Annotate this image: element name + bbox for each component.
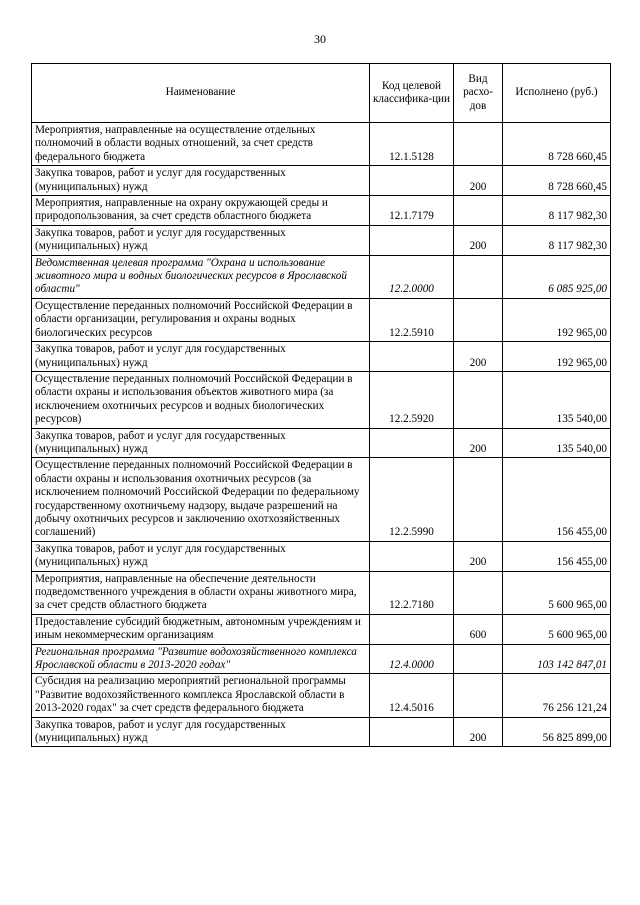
row-amount-cell: 8 728 660,45 (503, 166, 611, 196)
row-type-cell (454, 298, 503, 341)
row-code-cell: 12.4.5016 (370, 674, 454, 717)
row-amount-cell: 5 600 965,00 (503, 614, 611, 644)
table-row (32, 717, 611, 747)
row-code-cell: 12.1.7179 (370, 196, 454, 226)
row-code-cell: 12.2.5920 (370, 371, 454, 428)
table-row (32, 225, 611, 255)
row-name-cell: Осуществление переданных полномочий Российской Федерации в области охраны и использования объектов животного мира (за исключением охотничьих ресурсов и водных биологических ресурсов) (32, 371, 370, 428)
row-name-cell: Закупка товаров, работ и услуг для государственных (муниципальных) нужд (32, 166, 370, 196)
page-number: 30 (314, 32, 326, 46)
row-code-cell (370, 541, 454, 571)
row-code-cell: 12.2.5910 (370, 298, 454, 341)
row-name-cell: Региональная программа "Развитие водохозяйственного комплекса Ярославской области в 2013-2020 годах" (32, 644, 370, 674)
row-code-cell: 12.2.7180 (370, 571, 454, 614)
table-row (32, 428, 611, 458)
row-name-cell: Закупка товаров, работ и услуг для государственных (муниципальных) нужд (32, 717, 370, 747)
row-amount-cell: 156 455,00 (503, 458, 611, 541)
row-type-cell (454, 458, 503, 541)
row-name-cell: Предоставление субсидий бюджетным, автономным учреждениям и иным некоммерческим организациям (32, 614, 370, 644)
table-body (32, 123, 611, 747)
row-type-cell: 200 (454, 717, 503, 747)
row-type-cell (454, 371, 503, 428)
row-type-cell: 200 (454, 225, 503, 255)
row-code-cell: 12.2.5990 (370, 458, 454, 541)
row-name-cell: Мероприятия, направленные на охрану окружающей среды и природопользования, за счет средств областного бюджета (32, 196, 370, 226)
table-row (32, 196, 611, 226)
table-row (32, 166, 611, 196)
row-name-cell: Закупка товаров, работ и услуг для государственных (муниципальных) нужд (32, 342, 370, 372)
row-amount-cell: 192 965,00 (503, 342, 611, 372)
row-code-cell: 12.1.5128 (370, 123, 454, 166)
table-row (32, 674, 611, 717)
row-amount-cell: 192 965,00 (503, 298, 611, 341)
row-amount-cell: 8 117 982,30 (503, 196, 611, 226)
row-name-cell: Мероприятия, направленные на осуществление отдельных полномочий в области водных отношений, за счет средств федерального бюджета (32, 123, 370, 166)
header-amount: Исполнено (руб.) (503, 64, 611, 123)
row-name-cell: Осуществление переданных полномочий Российской Федерации в области организации, регулирования и охраны водных биологических ресурсов (32, 298, 370, 341)
header-type: Вид расхо-дов (454, 64, 503, 123)
row-type-cell: 200 (454, 428, 503, 458)
table-row (32, 644, 611, 674)
table-row (32, 571, 611, 614)
row-name-cell: Ведомственная целевая программа "Охрана и использование животного мира и водных биологических ресурсов в Ярославской области" (32, 255, 370, 298)
table-row (32, 458, 611, 541)
table-row (32, 255, 611, 298)
row-amount-cell: 56 825 899,00 (503, 717, 611, 747)
table-row (32, 614, 611, 644)
budget-table (31, 63, 611, 747)
row-type-cell: 200 (454, 541, 503, 571)
row-name-cell: Осуществление переданных полномочий Российской Федерации в области охраны и использования охотничьих ресурсов (за исключением полномочий Российской Федерации по федеральному государственному охотничьему надзору, выдаче разрешений на добычу охотничьих ресурсов и заключению охотхозяйственных соглашений) (32, 458, 370, 541)
row-type-cell (454, 674, 503, 717)
row-type-cell: 600 (454, 614, 503, 644)
row-amount-cell: 156 455,00 (503, 541, 611, 571)
row-amount-cell: 103 142 847,01 (503, 644, 611, 674)
table-row (32, 371, 611, 428)
row-code-cell (370, 428, 454, 458)
row-amount-cell: 5 600 965,00 (503, 571, 611, 614)
row-type-cell: 200 (454, 342, 503, 372)
row-amount-cell: 6 085 925,00 (503, 255, 611, 298)
row-type-cell (454, 571, 503, 614)
row-code-cell (370, 342, 454, 372)
row-amount-cell: 76 256 121,24 (503, 674, 611, 717)
row-name-cell: Мероприятия, направленные на обеспечение деятельности подведомственного учреждения в области охраны животного мира, за счет средств областного бюджета (32, 571, 370, 614)
row-amount-cell: 8 117 982,30 (503, 225, 611, 255)
row-code-cell: 12.2.0000 (370, 255, 454, 298)
row-type-cell (454, 644, 503, 674)
row-amount-cell: 8 728 660,45 (503, 123, 611, 166)
row-type-cell (454, 196, 503, 226)
row-amount-cell: 135 540,00 (503, 428, 611, 458)
row-name-cell: Закупка товаров, работ и услуг для государственных (муниципальных) нужд (32, 225, 370, 255)
table-row (32, 123, 611, 166)
row-code-cell (370, 166, 454, 196)
row-name-cell: Закупка товаров, работ и услуг для государственных (муниципальных) нужд (32, 541, 370, 571)
table-row (32, 298, 611, 341)
row-type-cell (454, 123, 503, 166)
row-code-cell: 12.4.0000 (370, 644, 454, 674)
row-name-cell: Субсидия на реализацию мероприятий региональной программы "Развитие водохозяйственного комплекса Ярославской области в 2013-2020 годах" за счет средств федерального бюджета (32, 674, 370, 717)
header-name: Наименование (32, 64, 370, 123)
header-code: Код целевой классифика-ции (370, 64, 454, 123)
table-row (32, 541, 611, 571)
table-header-row (32, 64, 611, 123)
table-row (32, 342, 611, 372)
row-name-cell: Закупка товаров, работ и услуг для государственных (муниципальных) нужд (32, 428, 370, 458)
row-code-cell (370, 225, 454, 255)
row-code-cell (370, 717, 454, 747)
row-type-cell: 200 (454, 166, 503, 196)
row-code-cell (370, 614, 454, 644)
row-amount-cell: 135 540,00 (503, 371, 611, 428)
row-type-cell (454, 255, 503, 298)
